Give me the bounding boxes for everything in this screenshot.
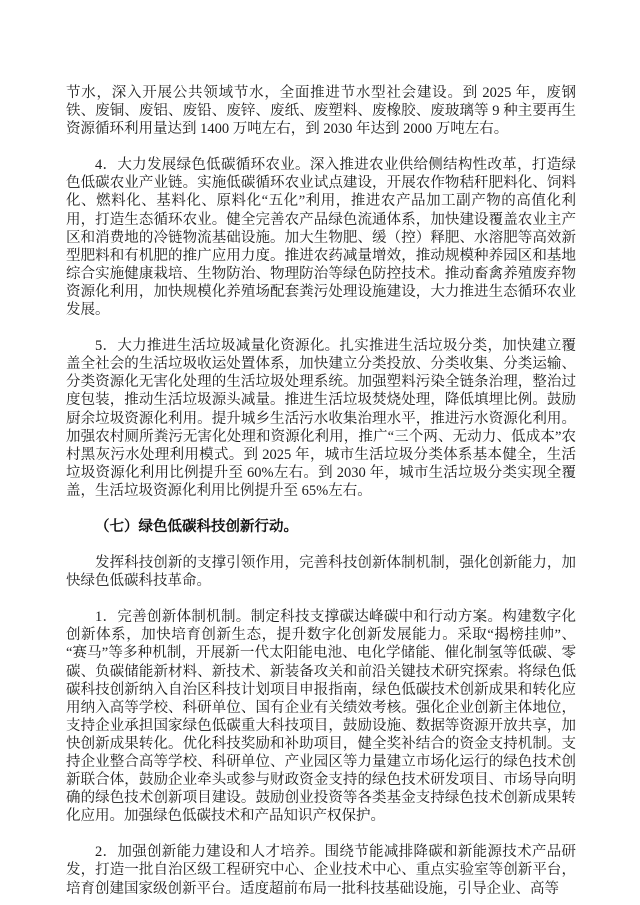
paragraph-item-4-green-agriculture: 4．大力发展绿色低碳循环农业。深入推进农业供给侧结构性改革，打造绿色低碳农业产业链。实施低碳循环农业试点建设，开展农作物秸秆肥料化、饲料化、燃料化、基料化、原料化“五化”利用，推进农产品加工副产物的高值化利用，打造生态循环农业。健全完善农产品绿色流通体系，加快建设覆盖农业主产区和消费地的冷链物流基础设施。加大生物肥、缓（控）释肥、水溶肥等高效新型肥料和有机肥的推广应用力度。推进农药减量增效，推动规模种养园区和基地综合实施健康栽培、生物防治、物理防治等绿色防控技术。推动畜禽养殖废弃物资源化利用，加快规模化养殖场配套粪污处理设施建设，大力推进生态循环农业发展。 (66, 157, 576, 319)
paragraph-section-seven-intro: 发挥科技创新的支撑引领作用，完善科技创新体制机制，强化创新能力，加快绿色低碳科技革命。 (66, 555, 576, 590)
paragraph-item-2-capacity-talent: 2．加强创新能力建设和人才培养。围绕节能减排降碳和新能源技术产品研发，打造一批自治区级工程研究中心、企业技术中心、重点实验室等创新平台，培育创建国家级创新平台。适度超前布局一批科技基础设施，引导企业、高等 (66, 844, 576, 897)
paragraph-item-1-innovation-mechanism: 1．完善创新体制机制。制定科技支撑碳达峰碳中和行动方案。构建数字化创新体系，加快培育创新生态，提升数字化创新发展能力。采取“揭榜挂帅”、“赛马”等多种机制，开展新一代太阳能电池、电化学储能、催化制氢等低碳、零碳、负碳储能新材料、新技术、新装备攻关和前沿关键技术研究探索。将绿色低碳科技创新纳入自治区科技计划项目申报指南，绿色低碳技术创新成果和转化应用纳入高等学校、科研单位、国有企业有关绩效考核。强化企业创新主体地位，支持企业承担国家绿色低碳重大科技项目，鼓励设施、数据等资源开放共享，加快创新成果转化。优化科技奖励和补助项目，健全奖补结合的资金支持机制。支持企业整合高等学校、科研单位、产业园区等力量建立市场化运行的绿色技术创新联合体，鼓励企业牵头或参与财政资金支持的绿色技术研发项目、市场导向明确的绿色技术创新项目建设。鼓励创业投资等各类基金支持绿色技术创新成果转化应用。加强绿色低碳技术和产品知识产权保护。 (66, 609, 576, 825)
paragraph-recycling-targets: 节水，深入开展公共领域节水，全面推进节水型社会建设。到 2025 年，废钢铁、废铜、废铝、废铅、废锌、废纸、废塑料、废橡胶、废玻璃等 9 种主要再生资源循环利用量达到 1400 万吨左右，到 2030 年达到 2000 万吨左右。 (66, 85, 576, 138)
section-heading-seven-green-tech-innovation: （七）绿色低碳科技创新行动。 (95, 518, 298, 535)
document-body (66, 84, 576, 898)
paragraph-item-5-waste-reduction: 5．大力推进生活垃圾减量化资源化。扎实推进生活垃圾分类，加快建立覆盖全社会的生活垃圾收运处置体系，加快建立分类投放、分类收集、分类运输、分类资源化无害化处理的生活垃圾处理系统。加强塑料污染全链条治理，整治过度包装，推动生活垃圾源头减量。推进生活垃圾焚烧处理，降低填埋比例。鼓励厨余垃圾资源化利用。提升城乡生活污水收集治理水平，推进污水资源化利用。加强农村厕所粪污无害化处理和资源化利用，推广“三个两、无动力、低成本”农村黑灰污水处理利用模式。到 2025 年，城市生活垃圾分类体系基本健全，生活垃圾资源化利用比例提升至 60%左右。到 2030 年，城市生活垃圾分类实现全覆盖，生活垃圾资源化利用比例提升至 65%左右。 (66, 338, 576, 499)
